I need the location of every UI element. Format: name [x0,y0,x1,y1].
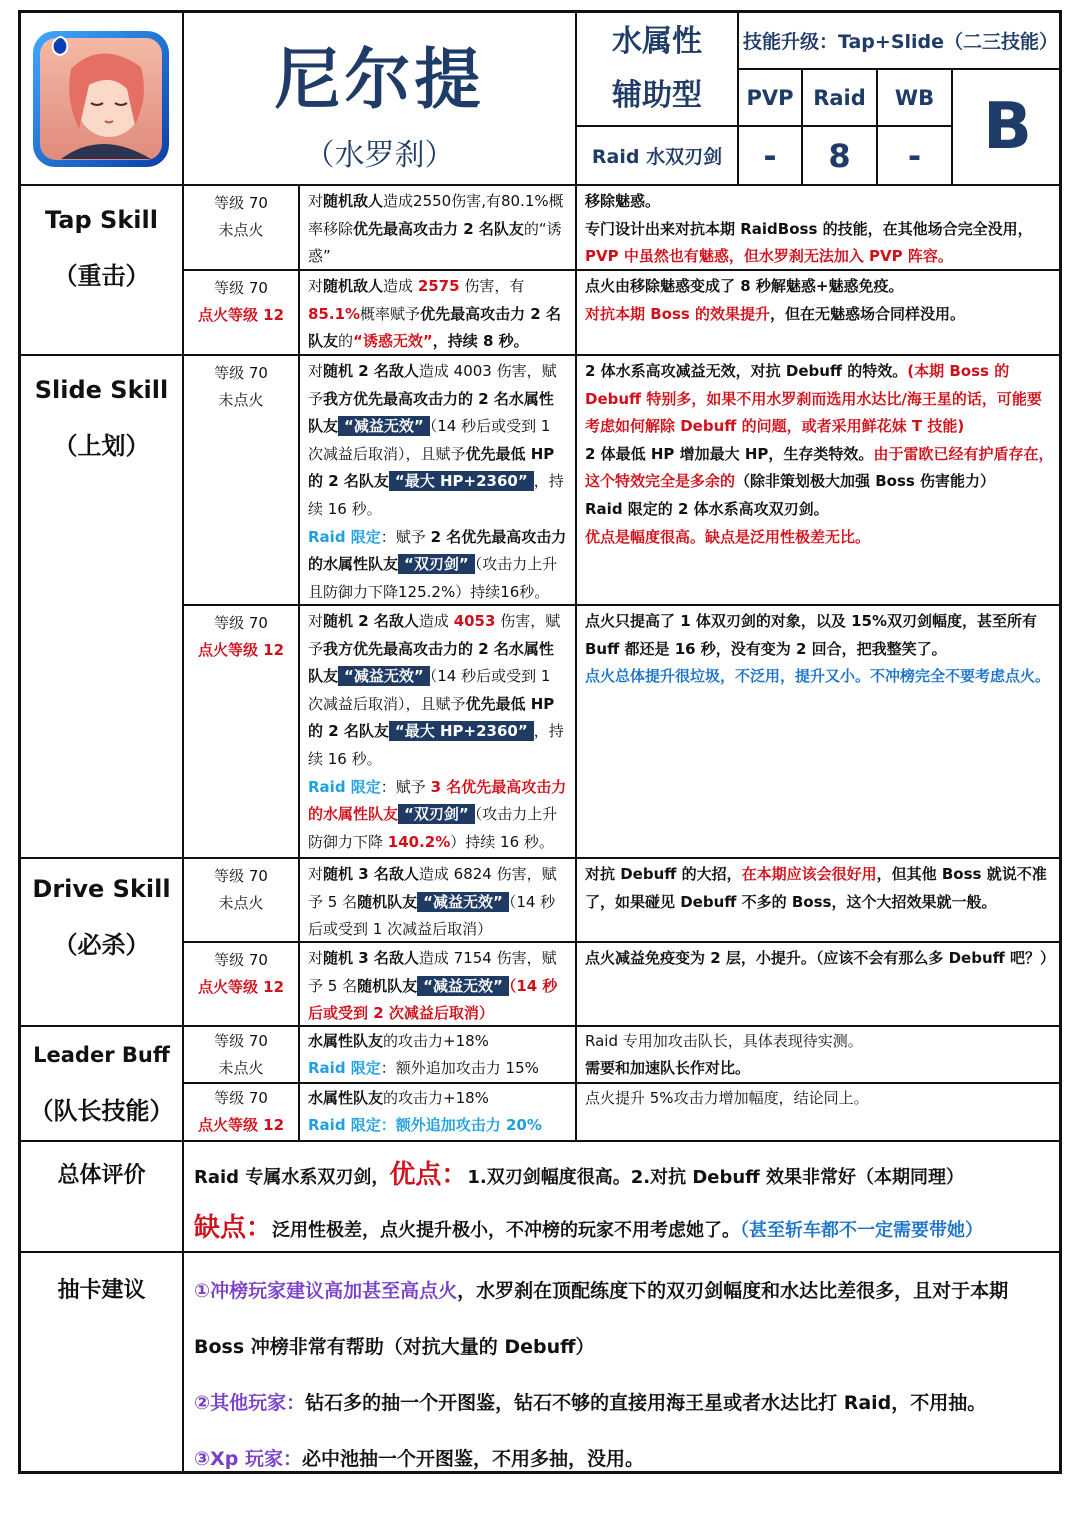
leader-desc-2 [298,1082,575,1140]
text: 钻石多的抽一个开图鉴，钻石不够的直接用海王星或者水达比打 Raid，不用抽。 [305,1392,987,1414]
text: (本期 Boss 的 Debuff 特别多，如果不用水罗刹而选用水达比/海王星的话，可能要考虑如何解除 Debuff 的问题，或者采用鲜花妹 T 技能) [585,362,1042,436]
text: ，但在无魅惑场合同样没用。 [770,304,966,323]
text: ，水罗刹在顶配练度下的双刃剑幅度和水达比差很多，且对于本期 Boss 冲榜非常有帮助（对抗大量的 Debuff） [194,1280,1009,1358]
leader-buff-label-cell [21,1025,182,1140]
slide-level-2 [182,604,298,857]
text: 随机敌人 [323,192,384,210]
leader-level-1 [182,1025,298,1082]
character-alias: （水罗刹） [304,138,455,173]
text: 需要和加速队长作对比。 [585,1059,751,1077]
text: 对抗 Debuff 的大招， [585,865,742,883]
text: 优点是幅度很高。缺点是泛用性极差无比。 [585,527,871,546]
text: 对 [308,865,324,883]
text: Raid 限定 [308,1059,381,1077]
tap-skill-name: Tap Skill [45,206,158,234]
slide-note-1 [575,354,1062,604]
character-portrait-icon [31,29,171,169]
leader-buff-name: Leader Buff [33,1043,170,1067]
raid-value-cell [801,127,876,184]
overall-label-cell [21,1140,182,1251]
tag-max-hp: “最大 HP+2360” [389,721,534,741]
text: Raid 专属水系双刃剑， [194,1167,390,1188]
text: 造成2550伤害,有80.1%概率移除 [308,192,564,238]
wb-col-header [876,70,951,127]
text: 随机 2 名敌人 [323,612,419,630]
leader-level-2 [182,1082,298,1140]
text: （14 秒后或受到 1 次减益后取消），且赋予 [308,667,551,713]
text: ①冲榜玩家建议高加甚至高点火 [194,1280,458,1302]
text: ）持续 16 秒。 [450,832,554,851]
text: 的 [338,332,354,351]
text: ，但其他 Boss 就说不准了，如果碰见 Debuff 不多的 Boss，这个大招效果就一般。 [585,865,1047,911]
text: 对 [308,612,324,630]
text: 优先最高攻击力 2 名队友 [308,304,561,351]
level-label: 等级 70 [214,1032,268,1050]
level-label: 等级 70 [214,867,268,885]
raid-rating: 8 [828,136,851,175]
advice-label: 抽卡建议 [57,1278,146,1303]
leader-note-2 [575,1082,1062,1140]
character-name: 尼尔提 [274,40,485,118]
text: 概率赋予 [360,304,421,323]
text: 造成 7154 伤害，赋予 5 名 [308,949,557,995]
pros-label: 优点： [389,1160,468,1190]
level-label: 等级 70 [214,614,268,632]
character-sheet [18,10,1062,1474]
wb-rating: - [907,136,922,175]
wb-value-cell [876,127,951,184]
text: PVP 中虽然也有魅惑，但水罗刹无法加入 PVP 阵容。 [585,247,953,266]
level-label: 等级 70 [214,364,268,382]
text: 2 体水系高攻减益无效，对抗 Debuff 的特效。 [585,362,908,380]
ignite-status: 未点火 [218,1059,264,1077]
level-label: 等级 70 [214,951,268,969]
text: 造成 4003 伤害，赋予 [308,362,557,408]
level-label: 等级 70 [214,279,268,297]
role-label: 辅助型 [612,78,702,113]
text: 水属性队友 [308,1089,384,1107]
ignite-status: 点火等级 12 [197,978,285,996]
text: 对 [308,192,324,210]
text: 2575 [417,277,460,295]
drive-desc-2 [298,941,575,1025]
text: ：额外追加攻击力 15% [380,1059,539,1077]
text: 水属性队友 [308,1032,384,1050]
tap-level-2 [182,269,298,354]
text: 对 [308,362,324,380]
grade-cell [951,70,1062,184]
text: 点火减益免疫变为 2 层，小提升。（应该不会有那么多 Debuff 吧？） [585,949,1056,967]
text: 对 [308,277,324,295]
text: 在本期应该会很好用 [741,865,877,883]
overall-grade: B [983,90,1032,164]
slide-desc-1 [298,354,575,604]
text: 优先最低 HP 的 2 名队友 [308,444,555,491]
advice-content [182,1251,1062,1471]
leader-desc-1 [298,1025,575,1082]
text: 随机 2 名敌人 [323,362,419,380]
tap-desc-2 [298,269,575,354]
tap-note-2 [575,269,1062,354]
tag-debuff-immune: “减益无效” [417,892,509,912]
drive-skill-name: Drive Skill [32,875,171,903]
tag-max-hp: “最大 HP+2360” [389,471,534,491]
text: 随机队友 [357,892,418,911]
text: Raid 限定 [308,527,381,546]
text: 造成 [383,277,418,295]
text: 随机队友 [357,976,418,995]
text: 泛用性极差，点火提升极小，不冲榜的玩家不用考虑她了。 [272,1220,741,1241]
drive-desc-1 [298,857,575,941]
text: （攻击力上升且防御力下降125.2%）持续16秒。 [308,555,558,601]
slide-skill-label-cell [21,354,182,857]
tap-level-1 [182,184,298,269]
text: ，持续 16 秒。 [308,472,564,518]
ignite-status: 点火等级 12 [197,1116,285,1134]
pvp-value-cell [737,127,801,184]
drive-skill-label-cell [21,857,182,1025]
name-cell [182,13,575,184]
text: 伤害，赋予 [308,612,561,658]
text: 点火只提高了 1 体双刃剑的对象，以及 15%双刃剑幅度，甚至所有 Buff 都还是 16 秒，没有变为 2 回合，把我整笑了。 [585,612,1038,658]
wb-col-label: WB [894,85,935,110]
text: （14 秒后或受到 1 次减益后取消） [308,892,556,939]
text: 我方优先最高攻击力的 2 名水属性队友 [308,639,554,686]
level-label: 等级 70 [214,1089,268,1107]
text: 伤害，有 [459,277,525,295]
raid-col-label: Raid [813,85,866,110]
text: 随机敌人 [323,277,384,295]
slide-skill-subtitle: （上划） [53,432,150,460]
text: 由于雷欧已经有护盾存在，这个特效完全是多余的 [585,444,1054,491]
raid-col-header [801,70,876,127]
pvp-col-label: PVP [746,85,794,110]
drive-note-1 [575,857,1062,941]
ignite-status: 未点火 [218,221,264,239]
drive-level-2 [182,941,298,1025]
text: 我方优先最高攻击力的 2 名水属性队友 [308,389,554,436]
level-label: 等级 70 [214,194,268,212]
text: ③Xp 玩家： [194,1448,302,1470]
text: 对 [308,949,324,967]
text: 1.双刃剑幅度很高。2.对抗 Debuff 效果非常好（本期同理） [467,1167,965,1188]
leader-buff-subtitle: （队长技能） [29,1097,174,1125]
text: 必中池抽一个开图鉴，不用多抽，没用。 [301,1448,644,1470]
slide-skill-name: Slide Skill [34,376,169,404]
text: 随机 3 名敌人 [323,865,419,883]
raid-type-label: Raid 水双刃剑 [591,146,723,168]
text: ，持续 16 秒。 [308,722,564,768]
text: Raid 专用加攻击队长，具体表现待实测。 [585,1032,863,1050]
text: 优先最低 HP 的 2 名队友 [308,694,555,741]
tap-skill-subtitle: （重击） [53,262,150,290]
tap-skill-label-cell [21,184,182,354]
tag-double-edge: “双刃剑” [398,804,475,824]
text: 造成 6824 伤害，赋予 5 名 [308,865,557,911]
ignite-status: 未点火 [218,894,264,912]
text: 2 名优先最高攻击力的水属性队友 [308,527,567,574]
text: （攻击力上升防御力下降 [308,805,558,851]
cons-label: 缺点： [194,1213,273,1243]
portrait-cell [21,13,182,184]
text: 专门设计出来对抗本期 RaidBoss 的技能，在其他场合完全没用， [585,219,1033,238]
attribute-label: 水属性 [612,24,702,59]
text: 点火提升 5%攻击力增加幅度，结论同上。 [585,1089,869,1107]
text: 随机 3 名敌人 [323,949,419,967]
drive-level-1 [182,857,298,941]
slide-desc-2 [298,604,575,857]
text: 优先最高攻击力 2 名队友 [353,219,524,238]
text: ：赋予 [380,777,431,796]
skill-upgrade-label: 技能升级：Tap+Slide（二三技能） [742,31,1059,53]
text: （甚至斩车都不一定需要带她） [740,1220,984,1241]
overall-label: 总体评价 [57,1163,146,1188]
text: 85.1% [308,304,361,323]
text: 2 体最低 HP 增加最大 HP，生存类特效。 [585,444,874,463]
text: “诱惑无效” [353,332,433,351]
text: 的“诱惑” [308,219,562,266]
slide-note-2 [575,604,1062,857]
raid-label-cell [575,127,737,184]
text: （除非策划极大加强 Boss 伤害能力） [735,472,996,491]
leader-note-1 [575,1025,1062,1082]
skill-upgrade-cell [737,13,1062,70]
pvp-col-header [737,70,801,127]
tap-note-1 [575,184,1062,269]
ignite-status: 点火等级 12 [197,306,285,324]
drive-skill-subtitle: （必杀） [53,931,150,959]
drive-note-2 [575,941,1062,1025]
advice-label-cell [21,1251,182,1471]
text: ②其他玩家： [194,1392,306,1414]
attribute-cell [575,13,737,127]
text: 造成 [418,612,454,630]
text: 点火总体提升很垃圾，不泛用，提升又小。不冲榜完全不要考虑点火。 [585,667,1051,686]
text: Raid 限定 [308,777,381,796]
tag-double-edge: “双刃剑” [398,554,475,574]
text: （14 秒后或受到 2 次减益后取消） [308,976,558,1023]
text: ，持续 8 秒。 [432,332,529,351]
pvp-rating: - [763,136,777,175]
tap-desc-1 [298,184,575,269]
text: Raid 限定：额外追加攻击力 20% [308,1116,542,1134]
text: 4053 [453,612,496,630]
text: 的攻击力+18% [383,1089,489,1107]
tag-debuff-immune: “减益无效” [417,976,509,996]
ignite-status: 未点火 [218,391,264,409]
text: 140.2% [387,832,451,851]
text: 移除魅惑。 [585,192,661,210]
text: 3 名优先最高攻击力的水属性队友 [308,777,567,824]
text: ：赋予 [380,527,431,546]
text: 对抗本期 Boss 的效果提升 [585,304,771,323]
text: 的攻击力+18% [383,1032,489,1050]
slide-level-1 [182,354,298,604]
text: 点火由移除魅惑变成了 8 秒解魅惑+魅惑免疫。 [585,277,904,295]
ignite-status: 点火等级 12 [197,641,285,659]
tag-debuff-immune: “减益无效” [338,666,430,686]
text: Raid 限定的 2 体水系高攻双刃剑。 [585,499,829,518]
text: （14 秒后或受到 1 次减益后取消），且赋予 [308,417,551,463]
overall-content [182,1140,1062,1251]
tag-debuff-immune: “减益无效” [338,416,430,436]
